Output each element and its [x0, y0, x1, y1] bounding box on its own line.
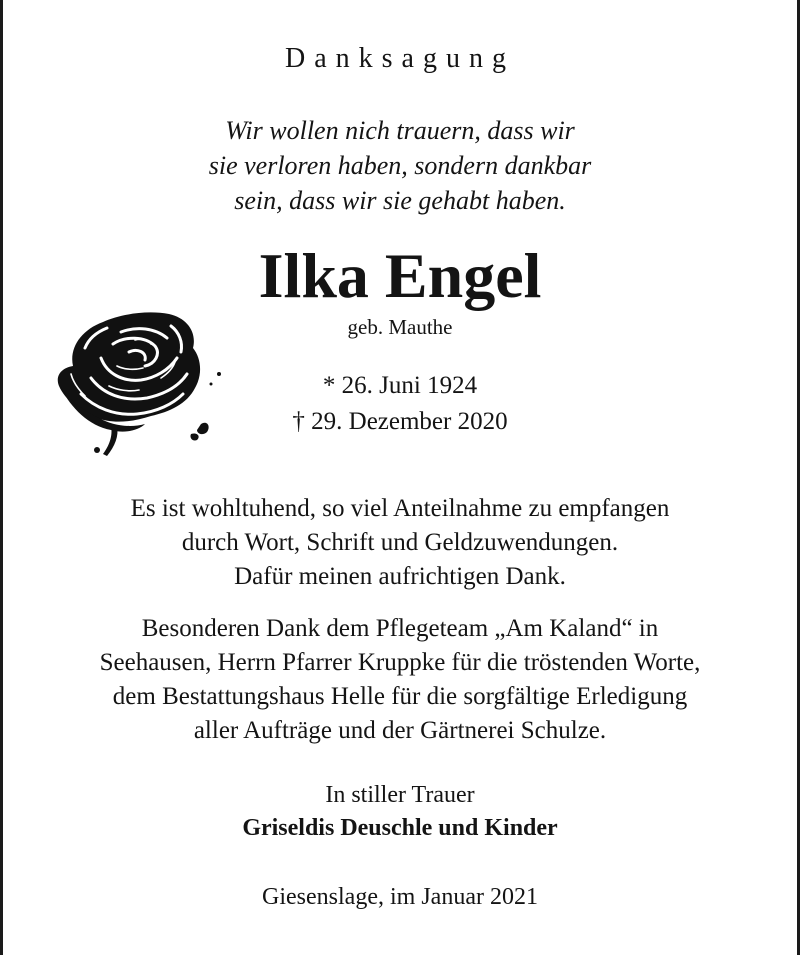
- memorial-quote: [3, 113, 797, 218]
- maiden-name: geb. Mauthe: [347, 315, 453, 339]
- birth-date: * 26. Juni 1924: [322, 372, 478, 399]
- paragraph-line: Es ist wohltuhend, so viel Anteilnahme zu empfangen: [130, 495, 670, 522]
- paragraph-line: Seehausen, Herrn Pfarrer Kruppke für die tröstenden Worte,: [99, 649, 701, 676]
- paragraph-line: Besonderen Dank dem Pflegeteam „Am Kaland“ in: [141, 615, 659, 642]
- paragraph-line: durch Wort, Schrift und Geldzuwendungen.: [181, 529, 619, 556]
- quote-line: Wir wollen nich trauern, dass wir: [225, 116, 575, 145]
- deceased-name: Ilka Engel: [258, 240, 542, 311]
- paragraph-line: dem Bestattungshaus Helle für die sorgfältige Erledigung: [112, 683, 688, 710]
- signers: Griseldis Deuschle und Kinder: [242, 815, 558, 841]
- notice-heading: Danksagung: [285, 43, 515, 74]
- place-and-date: Giesenslage, im Januar 2021: [262, 884, 538, 910]
- mourning-line: In stiller Trauer: [325, 782, 475, 808]
- paragraph-line: aller Aufträge und der Gärtnerei Schulze.: [193, 717, 607, 744]
- quote-line: sein, dass wir sie gehabt haben.: [234, 186, 566, 215]
- death-date: † 29. Dezember 2020: [292, 408, 508, 435]
- paragraph-line: Dafür meinen aufrichtigen Dank.: [234, 563, 566, 590]
- quote-line: sie verloren haben, sondern dankbar: [208, 151, 592, 180]
- thanks-paragraph: [3, 492, 797, 594]
- life-dates: [3, 368, 797, 440]
- special-thanks-paragraph: [3, 612, 797, 748]
